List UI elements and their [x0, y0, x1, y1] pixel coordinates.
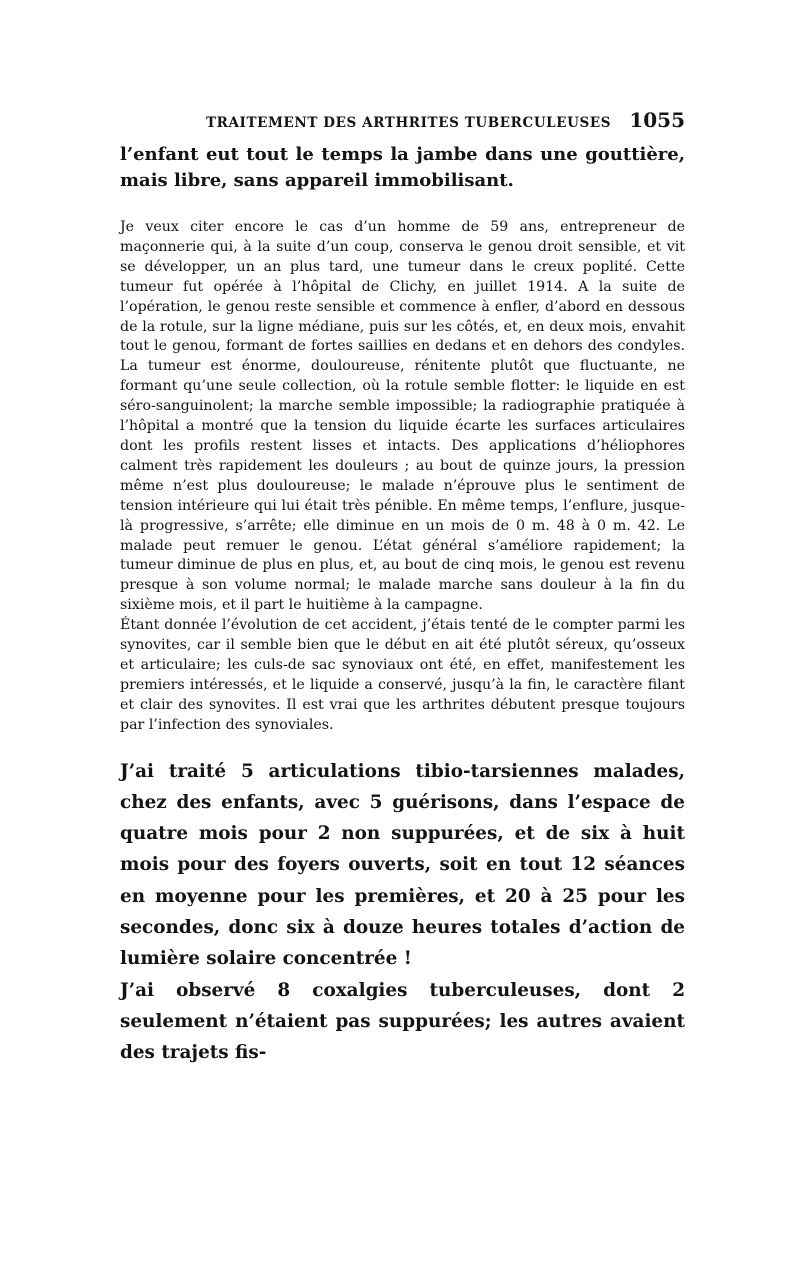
case-paragraph-knee-tumor: Je veux citer encore le cas d’un homme de 59 ans, entrepreneur de maçonnerie qui, à la suite d’un coup, conserva le genou droit sensible, et vit se développer, un an plus tard, une tumeur dans le creux poplité. Cette tumeur fut opérée à l’hôpital de Clichy, en juillet 1914. A la suite de l’opération, le genou reste sensible et commence à enfler, d’abord en dessous de la rotule, sur la ligne médiane, puis sur les côtés, et, en deux mois, envahit tout le genou, formant de fortes saillies en dedans et en dehors des condyles. La tumeur est énorme, douloureuse, rénitente plutôt que fluctuante, ne formant qu’une seule collection, où la rotule semble flotter: le liquide en est séro-sanguinolent; la marche semble impossible; la radiographie pratiquée à l’hôpital a montré que la tension du liquide écarte les surfaces articulaires dont les profils restent lisses et intacts. Des applications d’héliophores calment très rapidement les douleurs ; au bout de quinze jours, la pression même n’est plus douloureuse; le malade n’éprouve plus le sentiment de tension intérieure qui lui était très pénible. En même temps, l’enflure, jusque-là progressive, s’arrête; elle diminue en un mois de 0 m. 48 à 0 m. 42. Le malade peut remuer le genou. L’état général s’améliore rapidement; la tumeur diminue de plus en plus, et, au bout de cinq mois, le genou est revenu presque à son volume normal; le malade marche sans douleur à la fin du sixième mois, et il part le huitième à la campagne.: [120, 219, 685, 614]
running-title: TRAITEMENT DES ARTHRITES TUBERCULEUSES: [206, 115, 612, 131]
running-header: [120, 108, 685, 142]
case-paragraph-evolution: Étant donnée l’évolution de cet accident, j’étais tenté de le compter parmi les synovites, car il semble bien que le début en ait été plutôt séreux, qu’osseux et articulaire; les culs-de sac synoviaux ont été, en effet, manifestement les premiers intéressés, et le liquide a conservé, jusqu’à la fin, le caractère filant et clair des synovites. Il est vrai que les arthrites débutent presque toujours par l’infection des synoviales.: [120, 617, 685, 733]
results-block: [120, 756, 685, 1069]
book-page: [120, 108, 685, 1069]
results-paragraph-tibio-tarsal: J’ai traité 5 articulations tibio-tarsiennes malades, chez des enfants, avec 5 guérisons, dans l’espace de quatre mois pour 2 non suppurées, et de six à huit mois pour des foyers ouverts, soit en tout 12 séances en moyenne pour les premières, et 20 à 25 pour les secondes, donc six à douze heures totales d’action de lumière solaire concentrée !: [120, 760, 685, 970]
results-paragraph-coxalgia: J’ai observé 8 coxalgies tuberculeuses, dont 2 seulement n’étaient pas suppurées; les autres avaient des trajets fis-: [120, 979, 685, 1064]
intro-paragraph: l’enfant eut tout le temps la jambe dans une gouttière, mais libre, sans appareil immobilisant.: [120, 144, 685, 191]
page-number: 1055: [629, 108, 685, 132]
case-report-block: [120, 218, 685, 736]
